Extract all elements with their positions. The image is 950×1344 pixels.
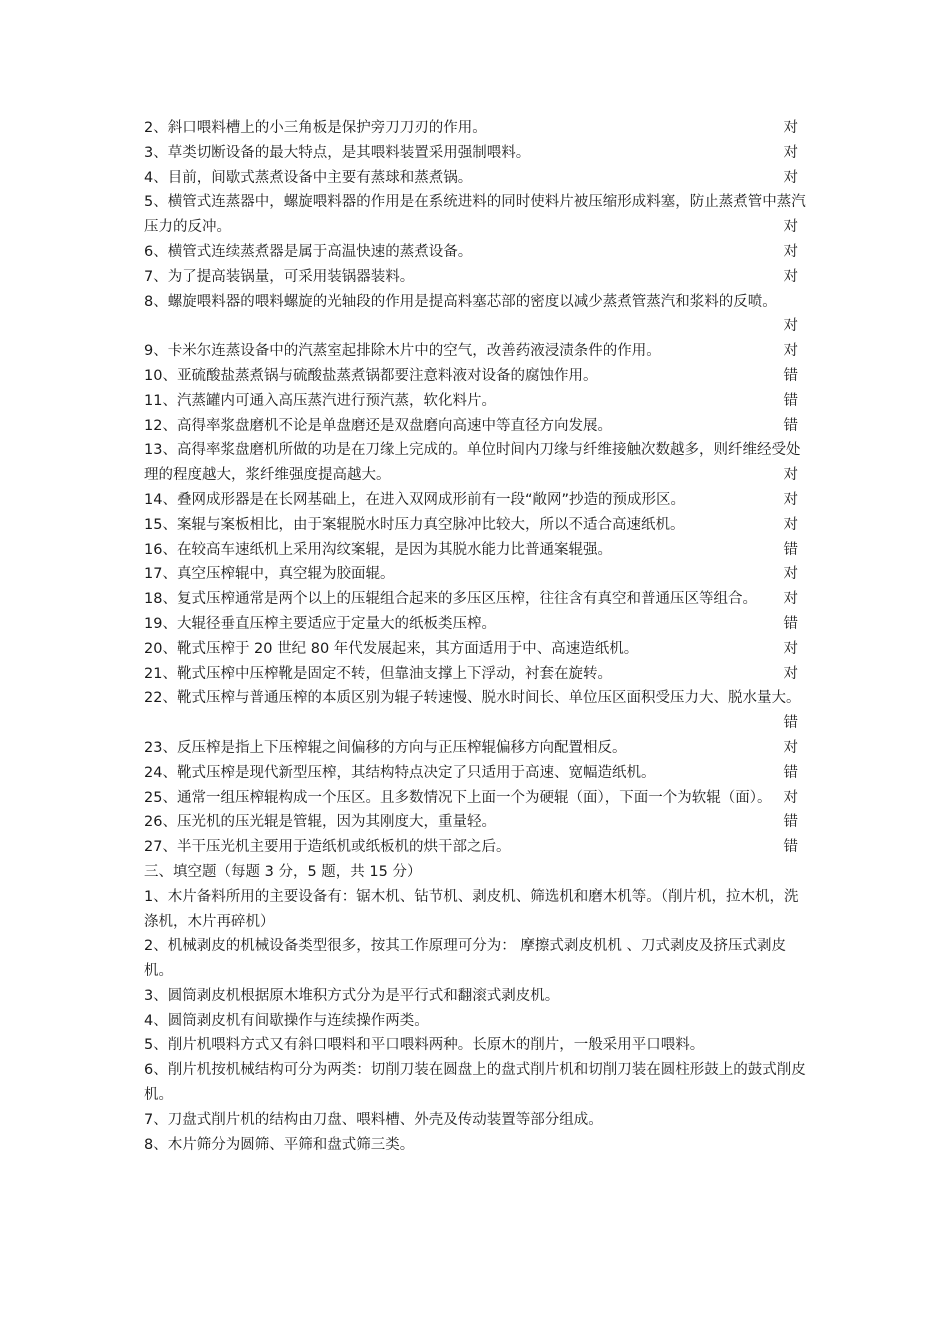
fill-item: 8、木片筛分为圆筛、平筛和盘式筛三类。: [144, 1136, 415, 1153]
fill-blank-list: [144, 885, 812, 1158]
tf-item-answer: 对: [783, 120, 798, 136]
tf-item-text: 21、靴式压榨中压榨靴是固定不转，但靠油支撑上下浮动，衬套在旋转。: [144, 665, 612, 682]
tf-item: [144, 587, 812, 612]
true-false-list: [144, 116, 812, 860]
tf-item-text: 4、目前，间歇式蒸煮设备中主要有蒸球和蒸煮锅。: [144, 169, 473, 186]
tf-item-text: 14、叠网成形器是在长网基础上，在进入双网成形前有一段“敞网”抄造的预成形区。: [144, 491, 685, 508]
tf-item: [144, 166, 812, 191]
tf-item-text: 24、靴式压榨是现代新型压榨，其结构特点决定了只适用于高速、宽幅造纸机。: [144, 764, 656, 781]
tf-item-text: 19、大辊径垂直压榨主要适应于定量大的纸板类压榨。: [144, 615, 496, 632]
tf-item-answer: 错: [783, 839, 798, 856]
section-heading: 三、填空题（每题 3 分，5 题，共 15 分）: [144, 863, 422, 880]
tf-item-answer: 对: [783, 739, 798, 756]
tf-item: [144, 538, 812, 563]
fill-item: 1、木片备料所用的主要设备有：锯木机、钻节机、剥皮机、筛选机和磨木机等。（削片机，拉木机，洗涤机，木片再碎机）: [144, 888, 799, 930]
tf-item-answer: 对: [783, 516, 798, 533]
tf-item-text: 12、高得率浆盘磨机不论是单盘磨还是双盘磨向高速中等直径方向发展。: [144, 417, 612, 434]
tf-item: [144, 488, 812, 513]
tf-item-text: 20、靴式压榨于 20 世纪 80 年代发展起来，其方面适用于中、高速造纸机。: [144, 640, 639, 657]
tf-item-text: 22、靴式压榨与普通压榨的本质区别为辊子转速慢、脱水时间长、单位压区面积受压力大、脱水量大。: [144, 690, 801, 707]
tf-item-text: 25、通常一组压榨辊构成一个压区。且多数情况下上面一个为硬辊（面），下面一个为软辊（面）。: [144, 789, 772, 806]
tf-item: [144, 761, 812, 786]
tf-item-text: 3、草类切断设备的最大特点，是其喂料装置采用强制喂料。: [144, 144, 531, 161]
tf-item: [144, 810, 812, 835]
tf-item-answer: 对: [783, 343, 798, 360]
tf-item-text: 26、压光机的压光辊是管辊，因为其刚度大，重量轻。: [144, 814, 496, 831]
tf-item-answer: 错: [783, 615, 798, 632]
tf-item-answer: 对: [783, 144, 798, 161]
tf-item: [144, 637, 812, 662]
tf-item-answer: 错: [783, 367, 798, 384]
tf-item-answer: 对: [783, 219, 798, 236]
tf-item: [144, 290, 812, 340]
fill-item: 6、削片机按机械结构可分为两类：切削刀装在圆盘上的盘式削片机和切削刀装在圆柱形鼓上的鼓式削皮机。: [144, 1062, 806, 1104]
tf-item: [144, 190, 812, 240]
tf-item: [144, 141, 812, 166]
tf-item: [144, 414, 812, 439]
tf-item-answer: 错: [783, 392, 798, 409]
tf-item-text: 13、高得率浆盘磨机所做的功是在刀缘上完成的。单位时间内刀缘与纤维接触次数越多，则纤维经受处理的程度越大，浆纤维强度提高越大。: [144, 442, 801, 484]
tf-item: [144, 389, 812, 414]
tf-item-answer: 对: [783, 665, 798, 682]
tf-item-text: 17、真空压榨辊中，真空辊为胶面辊。: [144, 566, 395, 583]
tf-item-text: 8、螺旋喂料器的喂料螺旋的光轴段的作用是提高料塞芯部的密度以减少蒸煮管蒸汽和浆料的反喷。: [144, 293, 777, 310]
tf-item-text: 10、亚硫酸盐蒸煮锅与硫酸盐蒸煮锅都要注意料液对设备的腐蚀作用。: [144, 367, 598, 384]
tf-item: [144, 686, 812, 736]
tf-item-answer: 对: [783, 789, 798, 806]
fill-item: 3、圆筒剥皮机根据原木堆积方式分为是平行式和翻滚式剥皮机。: [144, 987, 560, 1004]
fill-item: 7、刀盘式削片机的结构由刀盘、喂料槽、外壳及传动装置等部分组成。: [144, 1111, 603, 1128]
tf-item: [144, 339, 812, 364]
fill-item: 2、机械剥皮的机械设备类型很多，按其工作原理可分为： 摩擦式剥皮机机 、刀式剥皮及挤压式剥皮机。: [144, 938, 786, 980]
tf-item-answer: 对: [783, 640, 798, 657]
tf-item: [144, 438, 812, 488]
tf-item-answer: 对: [783, 491, 798, 508]
tf-item-answer: 对: [783, 268, 798, 285]
tf-item: [144, 662, 812, 687]
tf-item-answer: 对: [783, 467, 798, 484]
tf-item: [144, 513, 812, 538]
tf-item: [144, 736, 812, 761]
tf-item: [144, 364, 812, 389]
tf-item: [144, 116, 812, 141]
tf-item-answer: 错: [783, 541, 798, 558]
fill-item: 5、削片机喂料方式又有斜口喂料和平口喂料两种。长原木的削片，一般采用平口喂料。: [144, 1037, 705, 1054]
tf-item-answer: 对: [783, 566, 798, 583]
tf-item: [144, 562, 812, 587]
tf-item: [144, 612, 812, 637]
tf-item-text: 7、为了提高装锅量，可采用装锅器装料。: [144, 268, 415, 285]
tf-item-text: 2、斜口喂料槽上的小三角板是保护旁刀刀刃的作用。: [144, 120, 487, 136]
tf-item-text: 9、卡米尔连蒸设备中的汽蒸室起排除木片中的空气，改善药液浸渍条件的作用。: [144, 343, 661, 360]
tf-item-answer: 对: [783, 243, 798, 260]
document-body: [144, 116, 812, 1157]
tf-item-answer: 错: [783, 814, 798, 831]
tf-item: [144, 265, 812, 290]
tf-item: [144, 835, 812, 860]
tf-item-text: 16、在较高车速纸机上采用沟纹案辊，是因为其脱水能力比普通案辊强。: [144, 541, 612, 558]
tf-item-answer: 对: [783, 169, 798, 186]
tf-item: [144, 240, 812, 265]
tf-item-answer: 对: [783, 318, 798, 335]
tf-item-text: 11、汽蒸罐内可通入高压蒸汽进行预汽蒸，软化料片。: [144, 392, 496, 409]
tf-item-text: 27、半干压光机主要用于造纸机或纸板机的烘干部之后。: [144, 839, 511, 856]
tf-item-text: 5、横管式连蒸器中，螺旋喂料器的作用是在系统进料的同时使料片被压缩形成料塞，防止蒸煮管中蒸汽压力的反冲。: [144, 194, 806, 236]
tf-item-text: 23、反压榨是指上下压榨辊之间偏移的方向与正压榨辊偏移方向配置相反。: [144, 739, 627, 756]
tf-item: [144, 786, 812, 811]
tf-item-answer: 错: [783, 764, 798, 781]
tf-item-text: 18、复式压榨通常是两个以上的压辊组合起来的多压区压榨，往往含有真空和普通压区等组合。: [144, 591, 757, 608]
tf-item-text: 15、案辊与案板相比，由于案辊脱水时压力真空脉冲比较大，所以不适合高速纸机。: [144, 516, 685, 533]
tf-item-answer: 对: [783, 591, 798, 608]
tf-item-answer: 错: [783, 417, 798, 434]
fill-item: 4、圆筒剥皮机有间歇操作与连续操作两类。: [144, 1012, 429, 1029]
tf-item-text: 6、横管式连续蒸煮器是属于高温快速的蒸煮设备。: [144, 243, 473, 260]
tf-item-answer: 错: [783, 715, 798, 732]
